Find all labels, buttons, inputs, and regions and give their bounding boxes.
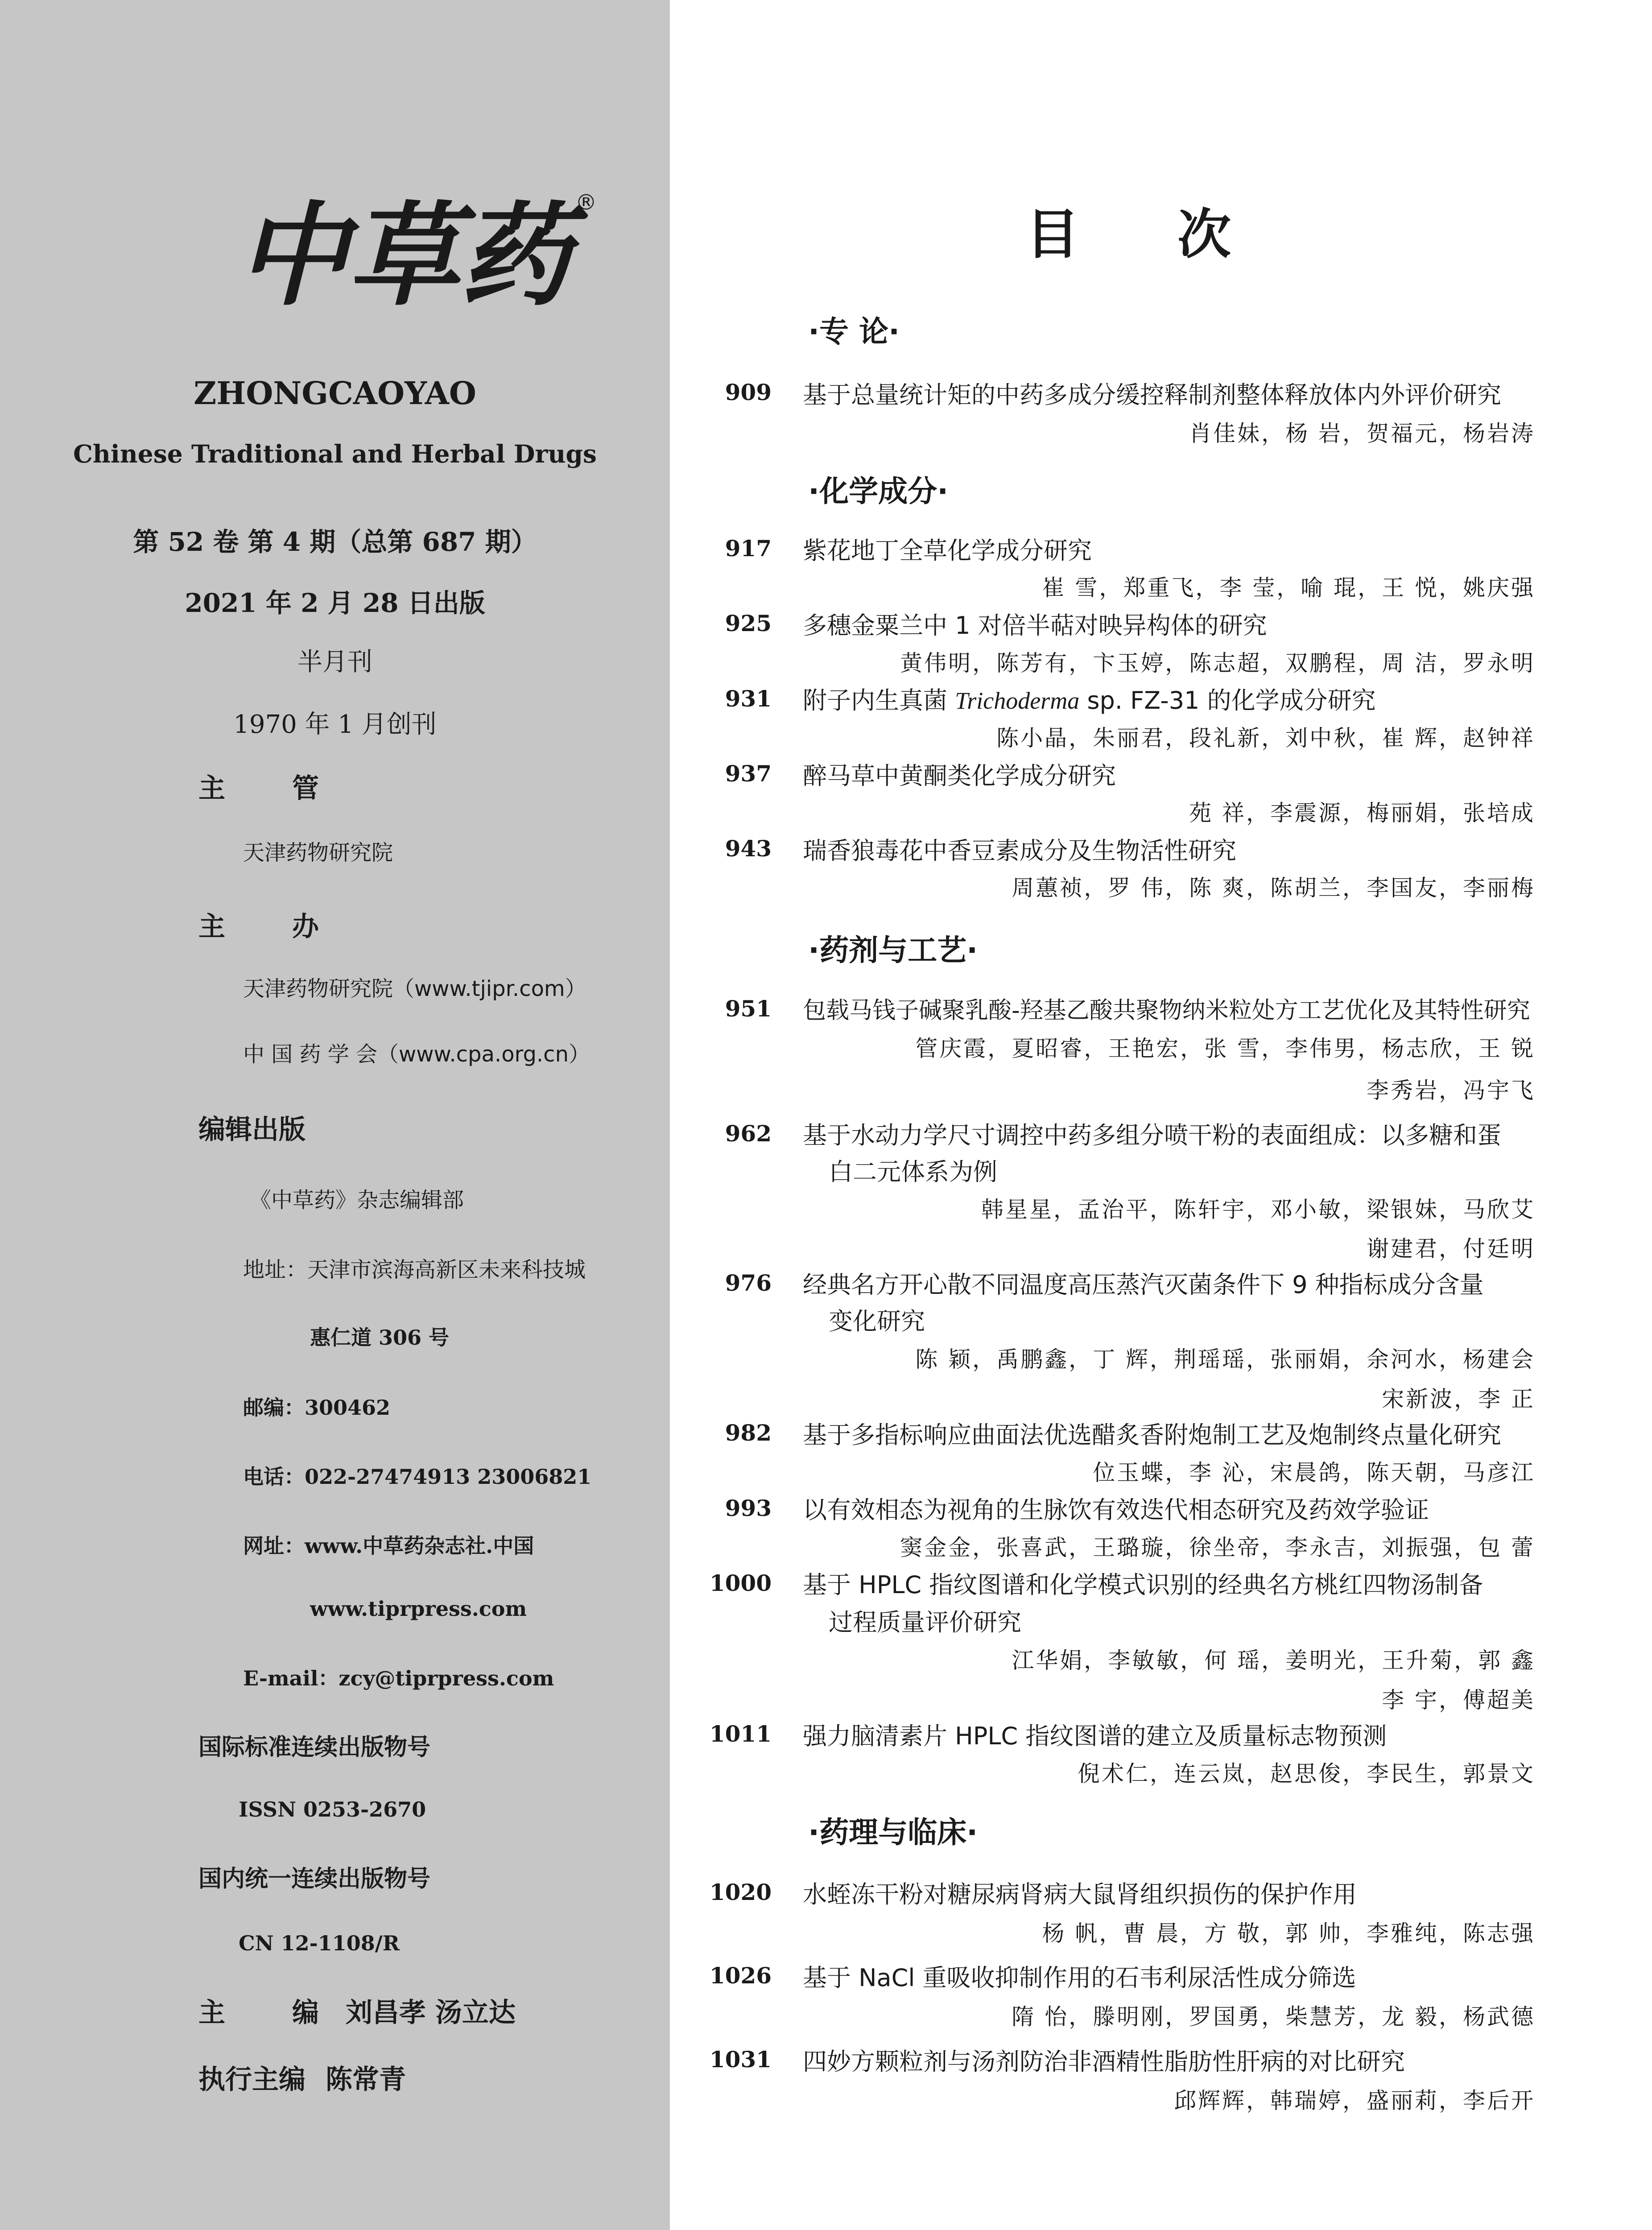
article-authors: 苑 祥，李震源，梅丽娟，张培成: [1189, 800, 1535, 826]
article-title[interactable]: 醉马草中黄酮类化学成分研究: [803, 762, 1116, 790]
article-title[interactable]: 紫花地丁全草化学成分研究: [803, 537, 1092, 565]
article-title[interactable]: 经典名方开心散不同温度高压蒸汽灭菌条件下 9 种指标成分含量: [803, 1271, 1484, 1299]
founded-date: 1970 年 1 月创刊: [233, 710, 437, 739]
editor-publisher-label: 编辑出版: [198, 1114, 306, 1145]
sponsor-1: 天津药物研究院（www.tjipr.com）: [243, 976, 586, 1001]
article-authors: 江华娟，李敏敏，何 瑶，姜明光，王升菊，郭 鑫: [1012, 1648, 1535, 1673]
article-authors: 倪术仁，连云岚，赵思俊，李民生，郭景文: [1078, 1761, 1535, 1787]
article-authors-cont: 李 宇，傅超美: [1382, 1687, 1535, 1713]
article-title[interactable]: 包载马钱子碱聚乳酸-羟基乙酸共聚物纳米粒处方工艺优化及其特性研究: [803, 997, 1530, 1024]
publication-date: 2021 年 2 月 28 日出版: [185, 588, 485, 618]
page-number: 993: [725, 1495, 772, 1521]
page-number: 1031: [709, 2046, 772, 2073]
article-authors: 陈小晶，朱丽君，段礼新，刘中秋，崔 辉，赵钟祥: [996, 725, 1535, 751]
section-heading: ·药理与临床·: [808, 1815, 978, 1850]
article-title-cont[interactable]: 变化研究: [829, 1307, 925, 1335]
article-title[interactable]: 强力脑清素片 HPLC 指纹图谱的建立及质量标志物预测: [803, 1722, 1387, 1750]
masthead-sidebar: [0, 0, 670, 2230]
article-authors-cont: 宋新波，李 正: [1382, 1386, 1535, 1412]
article-authors: 黄伟明，陈芳有，卞玉婷，陈志超，双鹏程，周 洁，罗永明: [900, 650, 1535, 676]
address-line-1: 地址：天津市滨海高新区未来科技城: [243, 1257, 586, 1282]
address-line-2: 惠仁道 306 号: [310, 1326, 450, 1350]
page-number: 1026: [709, 1962, 772, 1989]
article-authors: 位玉蝶，李 沁，宋晨鸽，陈天朝，马彦江: [1093, 1460, 1535, 1486]
page-number: 1020: [709, 1879, 772, 1905]
article-title[interactable]: 多穗金粟兰中 1 对倍半萜对映异构体的研究: [803, 611, 1267, 640]
phone: 电话：022-27474913 23006821: [243, 1465, 592, 1489]
article-title[interactable]: 基于总量统计矩的中药多成分缓控释制剂整体释放体内外评价研究: [803, 381, 1501, 409]
website-2: www.tiprpress.com: [310, 1597, 527, 1621]
website-1: 网址：www.中草药杂志社.中国: [243, 1534, 534, 1558]
article-title[interactable]: 以有效相态为视角的生脉饮有效迭代相态研究及药效学验证: [803, 1496, 1429, 1524]
article-title[interactable]: 基于 NaCl 重吸收抑制作用的石韦利尿活性成分筛选: [803, 1964, 1356, 1992]
supervisor-value: 天津药物研究院: [243, 840, 393, 865]
article-authors: 杨 帆，曹 晨，方 敬，郭 帅，李雅纯，陈志强: [1042, 1920, 1535, 1946]
journal-title-en: ZHONGCAOYAO: [194, 375, 476, 412]
frequency: 半月刊: [297, 648, 372, 677]
article-title[interactable]: 基于水动力学尺寸调控中药多组分喷干粉的表面组成：以多糖和蛋: [803, 1121, 1501, 1149]
page-number: 982: [725, 1420, 772, 1446]
article-title[interactable]: 四妙方颗粒剂与汤剂防治非酒精性脂肪性肝病的对比研究: [803, 2048, 1405, 2076]
article-authors: 周蕙祯，罗 伟，陈 爽，陈胡兰，李国友，李丽梅: [1012, 875, 1535, 901]
article-title-cont[interactable]: 过程质量评价研究: [829, 1608, 1021, 1636]
article-authors: 肖佳妹，杨 岩，贺福元，杨岩涛: [1189, 421, 1535, 446]
article-authors: 陈 颖，禹鹏鑫，丁 辉，荆瑶瑶，张丽娟，余河水，杨建会: [915, 1346, 1535, 1372]
page-number: 909: [725, 379, 772, 405]
journal-logo: [232, 178, 597, 321]
cn-label: 国内统一连续出版物号: [198, 1866, 431, 1892]
postcode: 邮编：300462: [243, 1396, 391, 1420]
supervisor-label: 主 管: [198, 773, 319, 804]
article-authors: 管庆霞，夏昭睿，王艳宏，张 雪，李伟男，杨志欣，王 锐: [915, 1036, 1535, 1061]
registered-mark: ®: [575, 190, 597, 215]
section-heading: ·专 论·: [808, 314, 900, 349]
page-number: 917: [725, 535, 772, 562]
sponsor-label: 主 办: [198, 911, 319, 942]
article-authors-cont: 李秀岩，冯宇飞: [1367, 1078, 1535, 1103]
section-heading: ·化学成分·: [808, 474, 949, 508]
article-title[interactable]: 水蛭冻干粉对糖尿病肾病大鼠肾组织损伤的保护作用: [803, 1880, 1357, 1908]
issn: ISSN 0253-2670: [239, 1797, 426, 1821]
editorial-dept: 《中草药》杂志编辑部: [250, 1188, 464, 1213]
page-number: 962: [725, 1120, 772, 1147]
page-number: 925: [725, 610, 772, 636]
page-number: 943: [725, 835, 772, 862]
section-heading: ·药剂与工艺·: [808, 933, 978, 967]
page-number: 931: [725, 686, 772, 712]
article-title[interactable]: 基于 HPLC 指纹图谱和化学模式识别的经典名方桃红四物汤制备: [803, 1571, 1483, 1599]
exec-editor: 陈常青: [326, 2064, 406, 2095]
sponsor-2: 中 国 药 学 会（www.cpa.org.cn）: [243, 1042, 590, 1067]
article-title[interactable]: 附子内生真菌 Trichoderma sp. FZ-31 的化学成分研究: [803, 686, 1376, 714]
chief-editor-row: 主 编 刘昌孝 汤立达: [198, 1997, 516, 2028]
cn: CN 12-1108/R: [239, 1931, 400, 1955]
page-number: 937: [725, 760, 772, 787]
page-number: 1000: [709, 1570, 772, 1596]
journal-subtitle-en: Chinese Traditional and Herbal Drugs: [73, 439, 597, 468]
article-authors: 韩星星，孟治平，陈轩宇，邓小敏，梁银妹，马欣艾: [981, 1197, 1535, 1222]
article-title[interactable]: 基于多指标响应曲面法优选醋炙香附炮制工艺及炮制终点量化研究: [803, 1421, 1501, 1449]
article-authors: 崔 雪，郑重飞，李 莹，喻 琨，王 悦，姚庆强: [1042, 575, 1535, 601]
article-authors-cont: 谢建君，付廷明: [1367, 1236, 1535, 1262]
exec-editor-row: 执行主编 陈常青: [198, 2064, 406, 2095]
article-authors: 邱辉辉，韩瑞婷，盛丽莉，李后开: [1174, 2088, 1535, 2114]
email: E-mail：zcy@tiprpress.com: [243, 1666, 554, 1690]
issn-label: 国际标准连续出版物号: [198, 1734, 431, 1761]
volume-issue: 第 52 卷 第 4 期（总第 687 期）: [133, 527, 537, 557]
page-number: 976: [725, 1270, 772, 1296]
logo-calligraphy: 中草药: [236, 190, 571, 321]
page-number: 951: [725, 995, 772, 1022]
article-title-cont[interactable]: 白二元体系为例: [829, 1158, 997, 1186]
article-authors: 窦金金，张喜武，王璐璇，徐坐帝，李永吉，刘振强，包 蕾: [900, 1535, 1535, 1561]
chief-editor: 刘昌孝 汤立达: [346, 1997, 516, 2028]
article-title[interactable]: 瑞香狼毒花中香豆素成分及生物活性研究: [803, 837, 1236, 865]
page-number: 1011: [709, 1721, 772, 1747]
toc-heading: 目 次: [1026, 204, 1231, 266]
article-authors: 隋 怡，滕明刚，罗国勇，柴慧芳，龙 毅，杨武德: [1012, 2004, 1535, 2030]
